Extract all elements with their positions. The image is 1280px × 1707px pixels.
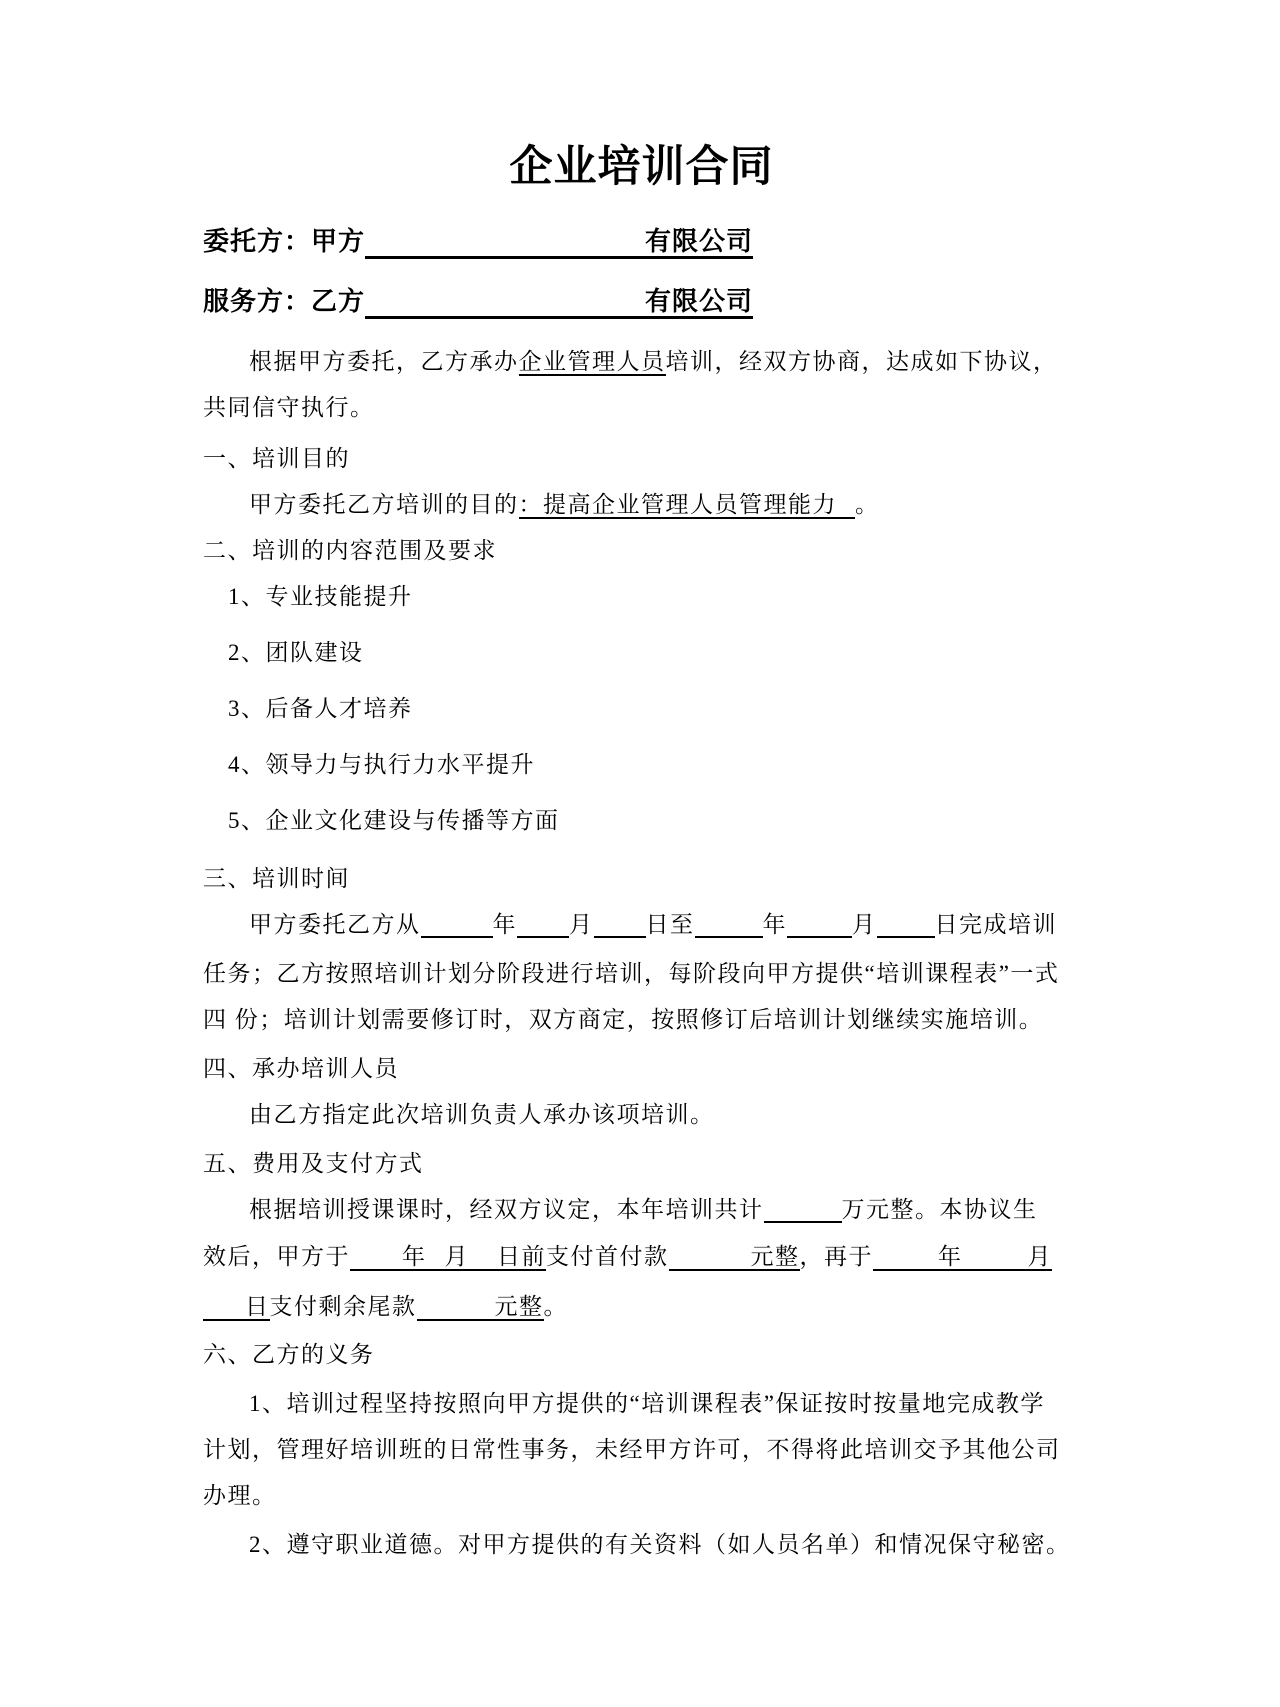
schedule-text-pre: 甲方委托乙方从 <box>249 912 421 937</box>
purpose-underlined-text <box>519 492 856 519</box>
purpose-trailing-blank <box>837 511 855 512</box>
party-a-line <box>203 218 1080 264</box>
month-blank-field <box>427 1263 445 1264</box>
year-label: 年 <box>938 1244 963 1269</box>
amount-blank-field <box>417 1313 495 1314</box>
month-label: 月 <box>444 1244 469 1269</box>
section-2-heading: 二、培训的内容范围及要求 <box>203 538 497 563</box>
section-5-fee-line2 <box>203 1234 1080 1280</box>
list-item: 3、后备人才培养 <box>228 696 413 721</box>
payment-text-mid2: ，再于 <box>799 1244 873 1269</box>
month-blank-field <box>963 1263 1028 1264</box>
yuan-label: 元整 <box>494 1294 544 1319</box>
payment-text-mid: 支付首付款 <box>546 1244 669 1269</box>
document-title: 企业培训合同 <box>509 144 774 191</box>
remainder-text-mid: 支付剩余尾款 <box>269 1294 417 1319</box>
amount-blank-field <box>764 1219 842 1223</box>
list-item: 2、团队建设 <box>228 640 364 665</box>
day-complete-label: 日完成培训 <box>934 912 1057 937</box>
month-label: 月 <box>1027 1244 1052 1269</box>
day-to-label: 日至 <box>645 912 695 937</box>
section-5-fee-line1 <box>203 1187 1080 1233</box>
section-6-item1-line2: 计划，管理好培训班的日常性事务，未经甲方许可，不得将此培训交予其他公司 <box>203 1437 1061 1462</box>
party-a-underlined-field <box>365 226 753 259</box>
section-6-item2: 2、遵守职业道德。对甲方提供的有关资料（如人员名单）和情况保守秘密。 <box>249 1532 1071 1557</box>
section-5-fee-line3 <box>203 1284 1080 1330</box>
section-6-item1-line1: 1、培训过程坚持按照向甲方提供的“培训课程表”保证按时按量地完成教学 <box>249 1391 1045 1416</box>
intro-text-post: 培训，经双方协商，达成如下协议， <box>665 349 1058 374</box>
section-4-heading: 四、承办培训人员 <box>203 1056 399 1081</box>
party-b-company-suffix: 有限公司 <box>645 286 754 316</box>
second-payment-date-field <box>873 1244 1052 1271</box>
first-payment-date-field <box>350 1244 546 1271</box>
party-b-label: 服务方：乙方 <box>203 286 366 316</box>
party-a-company-suffix: 有限公司 <box>645 226 754 256</box>
year-label: 年 <box>762 912 787 937</box>
year-blank-field <box>350 1263 402 1264</box>
list-item: 5、企业文化建设与传播等方面 <box>228 808 560 833</box>
party-b-line <box>203 278 1080 324</box>
section-5-heading: 五、费用及支付方式 <box>203 1151 424 1176</box>
party-a-blank-field <box>365 249 645 250</box>
month-blank-field <box>517 934 569 938</box>
amount-blank-field <box>669 1263 751 1264</box>
day-blank-field <box>203 1313 245 1314</box>
purpose-text-post: 。 <box>855 492 880 517</box>
purpose-filled-value: ：提高企业管理人员管理能力 <box>518 492 837 517</box>
party-a-label: 委托方：甲方 <box>203 226 366 256</box>
section-1-heading: 一、培训目的 <box>203 446 350 471</box>
remainder-text-end: 。 <box>543 1294 568 1319</box>
month-blank-field <box>787 934 852 938</box>
section-1-body <box>203 482 1080 528</box>
day-before-label: 日前 <box>497 1244 546 1269</box>
year-blank-field <box>695 934 763 938</box>
day-blank-field <box>469 1263 497 1264</box>
remainder-amount-field <box>417 1294 544 1321</box>
year-label: 年 <box>492 912 517 937</box>
day-label: 日 <box>245 1294 270 1319</box>
purpose-text-pre: 甲方委托乙方培训的目的 <box>249 492 519 517</box>
day-blank-field <box>877 934 935 938</box>
first-payment-amount-field <box>669 1244 800 1271</box>
party-b-underlined-field <box>365 286 753 319</box>
year-label: 年 <box>402 1244 427 1269</box>
section-4-body: 由乙方指定此次培训负责人承办该项培训。 <box>249 1102 715 1127</box>
payment-text-pre: 效后，甲方于 <box>203 1244 350 1269</box>
year-blank-field <box>873 1263 938 1264</box>
fee-text-pre: 根据培训授课课时，经双方议定，本年培训共计 <box>249 1197 764 1222</box>
section-3-schedule-line <box>203 902 1080 948</box>
intro-text-pre: 根据甲方委托，乙方承办 <box>249 349 519 374</box>
section-3-body-line2: 任务；乙方按照培训计划分阶段进行培训，每阶段向甲方提供“培训课程表”一式 <box>203 961 1060 986</box>
fee-text-post: 万元整。本协议生 <box>841 1197 1038 1222</box>
day-blank-field <box>594 934 646 938</box>
year-blank-field <box>421 934 493 938</box>
second-payment-day-field <box>203 1294 270 1321</box>
list-item: 4、领导力与执行力水平提升 <box>228 752 535 777</box>
intro-paragraph-line1 <box>203 339 1080 385</box>
section-6-heading: 六、乙方的义务 <box>203 1342 375 1367</box>
list-item: 1、专业技能提升 <box>228 584 413 609</box>
section-3-heading: 三、培训时间 <box>203 866 350 891</box>
intro-underlined-text: 企业管理人员 <box>518 349 666 374</box>
party-b-blank-field <box>365 309 645 310</box>
section-6-item1-line3: 办理。 <box>203 1483 277 1508</box>
yuan-label: 元整 <box>750 1244 800 1269</box>
section-3-body-line3: 四 份；培训计划需要修订时，双方商定，按照修订后培训计划继续实施培训。 <box>203 1007 1044 1032</box>
month-label: 月 <box>569 912 594 937</box>
intro-paragraph-line2: 共同信守执行。 <box>203 395 375 420</box>
month-label: 月 <box>852 912 877 937</box>
